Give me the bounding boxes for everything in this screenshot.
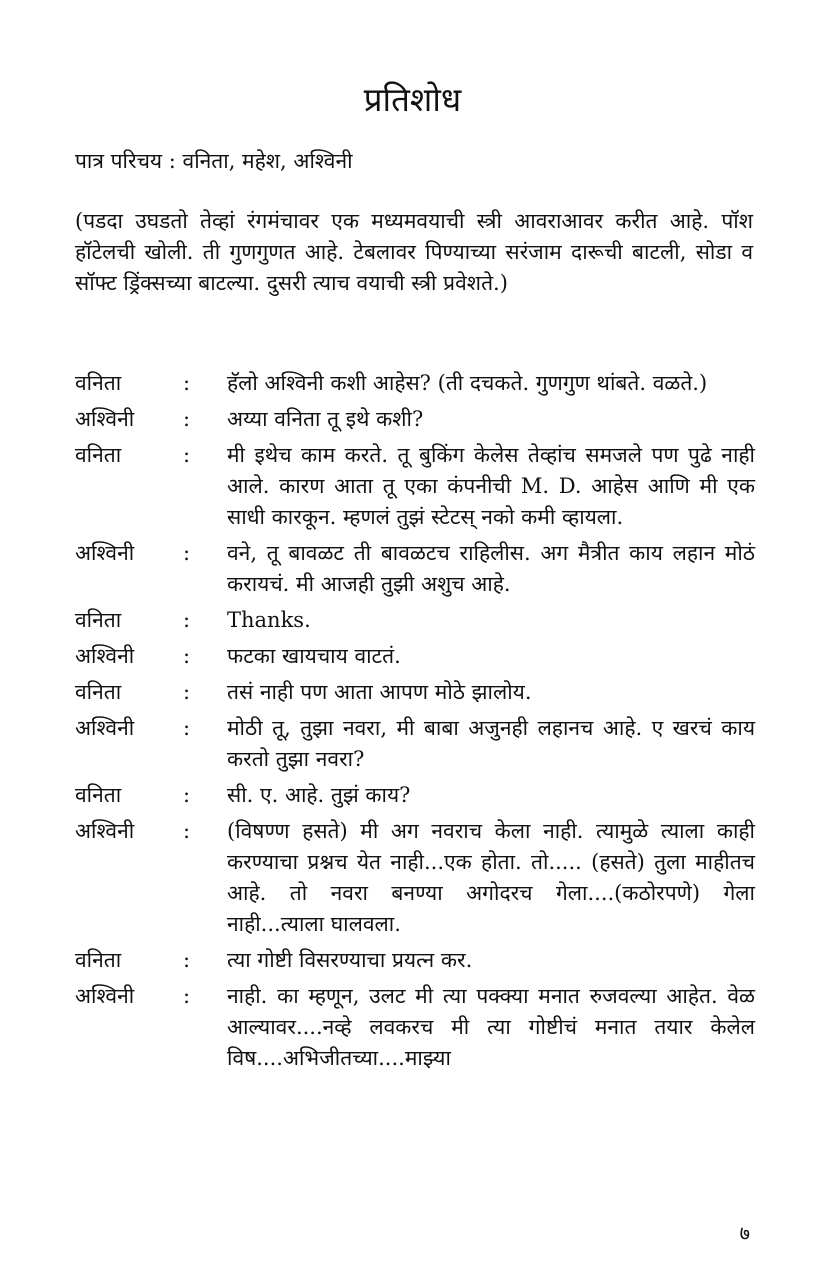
speaker-name: वनिता xyxy=(75,608,122,632)
speaker-name: अश्विनी xyxy=(75,541,135,565)
dialogue-text: त्या गोष्टी विसरण्याचा प्रयत्न कर. xyxy=(227,948,473,972)
speaker-name: अश्विनी xyxy=(75,407,135,431)
speaker-separator: : xyxy=(183,541,191,565)
dialogue-line xyxy=(75,780,755,811)
dialogue-text: मोठी तू, तुझा नवरा, मी बाबा अजुनही लहानच आहे. ए खरचं काय करतो तुझा नवरा? xyxy=(227,716,755,771)
dialogue-text: अय्या वनिता तू इथे कशी? xyxy=(227,407,424,431)
speaker-separator: : xyxy=(183,371,191,395)
speaker-name: वनिता xyxy=(75,783,122,807)
dialogue-line xyxy=(75,404,755,435)
dialogue-text: नाही. का म्हणून, उलट मी त्या पक्क्या मनात रुजवल्या आहेत. वेळ आल्यावर....नव्हे लवकरच मी त्या गोष्टीचं मनात तयार केलेल विष....अभिजीतच्या....माझ्या xyxy=(227,984,755,1070)
page-number: ७ xyxy=(739,1221,750,1245)
speaker-name: वनिता xyxy=(75,443,122,467)
page-title: प्रतिशोध xyxy=(363,80,462,119)
dialogue-text: (विषण्ण हसते) मी अग नवराच केला नाही. त्यामुळे त्याला काही करण्याचा प्रश्नच येत नाही...एक होता. तो..... (हसते) तुला माहीतच आहे. तो नवरा बनण्या अगोदरच गेला....(कठोरपणे) गेला नाही...त्याला घालवला. xyxy=(227,819,755,936)
dialogue-text: वने, तू बावळट ती बावळटच राहिलीस. अग मैत्रीत काय लहान मोठं करायचं. मी आजही तुझी अशुच आहे. xyxy=(227,541,755,596)
dialogue-line xyxy=(75,677,755,708)
dialogue-text: मी इथेच काम करते. तू बुकिंग केलेस तेव्हांच समजले पण पुढे नाही आले. कारण आता तू एका कंपनीची M. D. आहेस आणि मी एक साधी कारकून. म्हणलं तुझं स्टेटस् नको कमी व्हायला. xyxy=(227,443,755,529)
cast-list: पात्र परिचय : वनिता, महेश, अश्विनी xyxy=(75,149,353,173)
speaker-name: अश्विनी xyxy=(75,984,135,1008)
speaker-name: अश्विनी xyxy=(75,716,135,740)
speaker-name: वनिता xyxy=(75,948,122,972)
dialogue-line xyxy=(75,713,755,775)
speaker-separator: : xyxy=(183,783,191,807)
speaker-separator: : xyxy=(183,407,191,431)
dialogue-line xyxy=(75,605,755,636)
dialogue-line xyxy=(75,538,755,600)
dialogue-text: Thanks. xyxy=(227,608,311,632)
speaker-separator: : xyxy=(183,984,191,1008)
dialogue-line xyxy=(75,816,755,940)
speaker-separator: : xyxy=(183,948,191,972)
dialogue-text: फटका खायचाय वाटतं. xyxy=(227,644,401,668)
stage-direction: (पडदा उघडतो तेव्हां रंगमंचावर एक मध्यमवयाची स्त्री आवराआवर करीत आहे. पॉश हॉटेलची खोली. ती गुणगुणत आहे. टेबलावर पिण्याच्या सरंजाम दारूची बाटली, सोडा व सॉफ्ट ड्रिंक्सच्या बाटल्या. दुसरी त्याच वयाची स्त्री प्रवेशते.) xyxy=(75,209,753,295)
dialogue-line xyxy=(75,981,755,1074)
dialogue-line xyxy=(75,945,755,976)
dialogue-line xyxy=(75,641,755,672)
speaker-separator: : xyxy=(183,644,191,668)
speaker-separator: : xyxy=(183,819,191,843)
dialogue-text: तसं नाही पण आता आपण मोठे झालोय. xyxy=(227,680,532,704)
speaker-name: अश्विनी xyxy=(75,644,135,668)
dialogue-text: हॅलो अश्विनी कशी आहेस? (ती दचकते. गुणगुण थांबते. वळते.) xyxy=(227,371,708,395)
speaker-separator: : xyxy=(183,443,191,467)
speaker-separator: : xyxy=(183,680,191,704)
speaker-name: वनिता xyxy=(75,371,122,395)
speaker-name: वनिता xyxy=(75,680,122,704)
dialogue-line xyxy=(75,368,755,399)
dialogue xyxy=(75,368,755,1079)
dialogue-text: सी. ए. आहे. तुझं काय? xyxy=(227,783,411,807)
speaker-separator: : xyxy=(183,608,191,632)
speaker-separator: : xyxy=(183,716,191,740)
speaker-name: अश्विनी xyxy=(75,819,135,843)
dialogue-line xyxy=(75,440,755,533)
